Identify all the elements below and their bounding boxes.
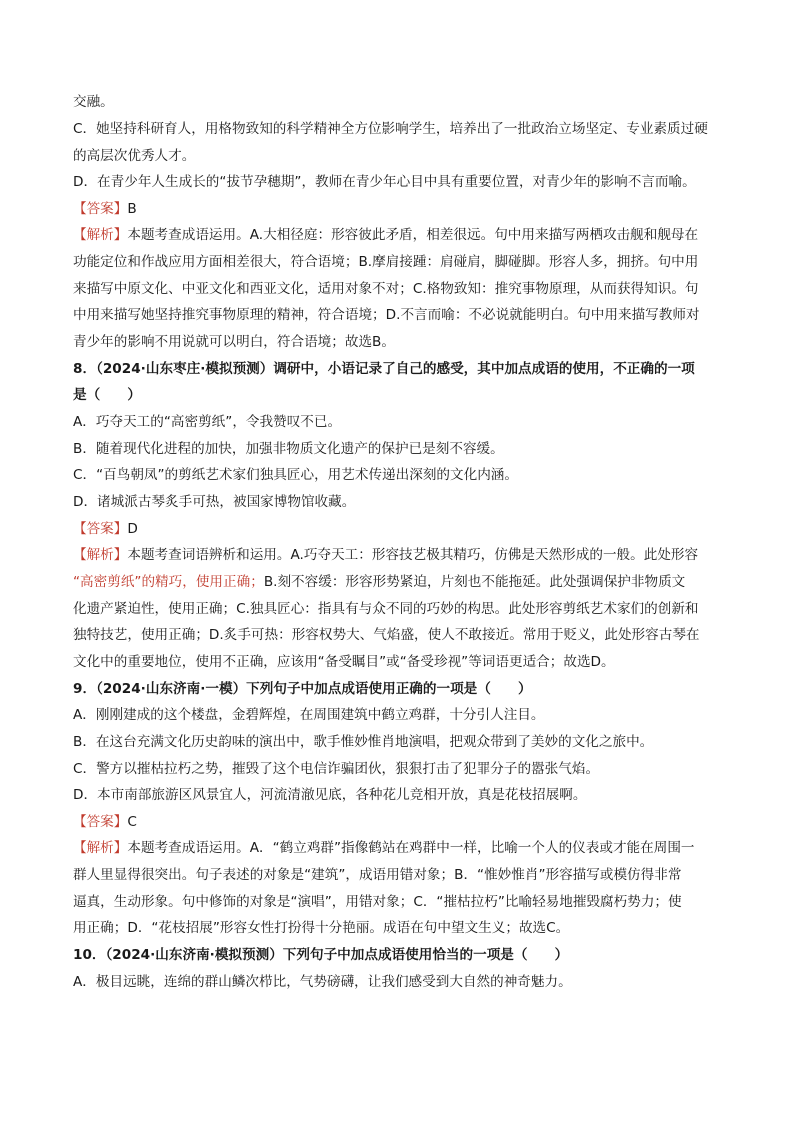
text-segment: D．在青少年人生成长的“拔节孕穗期”，教师在青少年心目中具有重要位置，对青少年的影响不言而喻。 bbox=[73, 174, 696, 190]
text-line bbox=[73, 439, 733, 459]
text-segment: 8．（2024·山东枣庄·模拟预测）调研中，小语记录了自己的感受，其中加点成语的使用，不正确的一项 bbox=[73, 361, 695, 377]
text-line bbox=[73, 785, 733, 805]
text-segment: 9．（2024·山东济南·一模）下列句子中加点成语使用正确的一项是（ ） bbox=[73, 681, 532, 697]
text-line bbox=[73, 119, 733, 139]
text-segment: A．刚刚建成的这个楼盘，金碧辉煌，在周围建筑中鹤立鸡群，十分引人注目。 bbox=[73, 707, 545, 723]
text-segment: 独特技艺，使用正确；D.炙手可热：形容权势大、气焰盛，使人不敢接近。常用于贬义，此处形容古琴在 bbox=[73, 627, 700, 643]
text-line bbox=[73, 705, 733, 725]
text-line bbox=[73, 572, 733, 592]
text-line bbox=[73, 412, 733, 432]
text-segment: B．在这台充满文化历史韵味的演出中，歌手惟妙惟肖地演唱，把观众带到了美妙的文化之旅中。 bbox=[73, 734, 654, 750]
text-line bbox=[73, 92, 733, 112]
text-segment: 逼真，生动形象。句中修饰的对象是“演唱”，用错对象；C．“摧枯拉朽”比喻轻易地摧毁腐朽势力；使 bbox=[73, 894, 682, 910]
text-segment: 青少年的影响不用说就可以明白，符合语境；故选B。 bbox=[73, 334, 395, 350]
text-segment: B.刻不容缓：形容形势紧迫，片刻也不能拖延。此处强调保护非物质文 bbox=[263, 574, 686, 590]
text-segment: C．她坚持科研育人，用格物致知的科学精神全方位影响学生，培养出了一批政治立场坚定、专业素质过硬 bbox=[73, 121, 708, 137]
text-segment: 本题考查词语辨析和运用。A.巧夺天工：形容技艺极其精巧，仿佛是天然形成的一般。此处形容 bbox=[127, 547, 699, 563]
text-line bbox=[73, 545, 733, 565]
highlighted-text: 【答案】 bbox=[73, 201, 128, 217]
text-segment: 的高层次优秀人才。 bbox=[73, 148, 196, 164]
text-segment: 功能定位和作战应用方面相差很大，符合语境；B.摩肩接踵：肩碰肩，脚碰脚。形容人多，拥挤。句中用 bbox=[73, 254, 699, 270]
text-line bbox=[73, 625, 733, 645]
text-line bbox=[73, 492, 733, 512]
text-segment: 化遗产紧迫性，使用正确；C.独具匠心：指具有与众不同的巧妙的构思。此处形容剪纸艺术家们的创新和 bbox=[73, 601, 699, 617]
text-segment: C．“百鸟朝凤”的剪纸艺术家们独具匠心，用艺术传递出深刻的文化内涵。 bbox=[73, 467, 518, 483]
highlighted-text: 【答案】 bbox=[73, 521, 128, 537]
highlighted-text: 【解析】 bbox=[73, 547, 128, 563]
text-segment: 群人里显得很突出。句子表述的对象是“建筑”，成语用错对象；B．“惟妙惟肖”形容描写或模仿得非常 bbox=[73, 867, 682, 883]
text-line bbox=[73, 865, 733, 885]
text-line bbox=[73, 146, 733, 166]
text-line bbox=[73, 812, 733, 832]
text-segment: 本题考查成语运用。A.大相径庭：形容彼此矛盾，相差很远。句中用来描写两栖攻击舰和舰母在 bbox=[127, 227, 699, 243]
text-segment: D．本市南部旅游区风景宜人，河流清澈见底，各种花儿竞相开放，真是花枝招展啊。 bbox=[73, 787, 587, 803]
text-segment: D．诸城派古琴炙手可热，被国家博物馆收藏。 bbox=[73, 494, 356, 510]
text-segment: B．随着现代化进程的加快，加强非物质文化遗产的保护已是刻不容缓。 bbox=[73, 441, 504, 457]
text-line bbox=[73, 199, 733, 219]
text-segment: 本题考查成语运用。A．“鹤立鸡群”指像鹤站在鸡群中一样，比喻一个人的仪表或才能在周围一 bbox=[127, 840, 695, 856]
text-line bbox=[73, 305, 733, 325]
text-line bbox=[73, 972, 733, 992]
highlighted-text: 【解析】 bbox=[73, 840, 128, 856]
question-heading bbox=[73, 359, 733, 379]
text-segment: 是（ ） bbox=[73, 387, 141, 403]
text-line bbox=[73, 838, 733, 858]
text-segment: 中用来描写她坚持推究事物原理的精神，符合语境；D.不言而喻：不必说就能明白。句中用来描写教师对 bbox=[73, 307, 700, 323]
question-heading bbox=[73, 385, 733, 405]
text-line bbox=[73, 652, 733, 672]
text-segment: C．警方以摧枯拉朽之势，摧毁了这个电信诈骗团伙，狠狠打击了犯罪分子的嚣张气焰。 bbox=[73, 761, 600, 777]
text-line bbox=[73, 892, 733, 912]
text-line bbox=[73, 279, 733, 299]
highlighted-text: “高密剪纸”的精巧，使用正确； bbox=[73, 574, 264, 590]
text-line bbox=[73, 332, 733, 352]
text-segment: 来描写中原文化、中亚文化和西亚文化，适用对象不对；C.格物致知：推究事物原理，从而获得知识。句 bbox=[73, 281, 699, 297]
text-line bbox=[73, 918, 733, 938]
highlighted-text: 【解析】 bbox=[73, 227, 128, 243]
text-segment: D bbox=[127, 521, 138, 537]
text-segment: A．巧夺天工的“高密剪纸”，令我赞叹不已。 bbox=[73, 414, 342, 430]
text-segment: 10．（2024·山东济南·模拟预测）下列句子中加点成语使用恰当的一项是（ ） bbox=[73, 947, 569, 963]
text-segment: 用正确；D．“花枝招展”形容女性打扮得十分艳丽。成语在句中望文生义；故选C。 bbox=[73, 920, 570, 936]
text-line bbox=[73, 519, 733, 539]
text-line bbox=[73, 172, 733, 192]
text-segment: B bbox=[127, 201, 137, 217]
text-line bbox=[73, 225, 733, 245]
text-segment: 文化中的重要地位，使用不正确，应该用“备受瞩目”或“备受珍视”等词语更适合；故选D。 bbox=[73, 654, 615, 670]
question-heading bbox=[73, 679, 733, 699]
question-heading bbox=[73, 945, 733, 965]
text-segment: C bbox=[127, 814, 137, 830]
text-line bbox=[73, 599, 733, 619]
text-line bbox=[73, 732, 733, 752]
text-line bbox=[73, 252, 733, 272]
text-line bbox=[73, 759, 733, 779]
highlighted-text: 【答案】 bbox=[73, 814, 128, 830]
text-segment: A．极目远眺，连绵的群山鳞次栉比，气势磅礴，让我们感受到大自然的神奇魅力。 bbox=[73, 974, 572, 990]
text-line bbox=[73, 465, 733, 485]
text-segment: 交融。 bbox=[73, 94, 114, 110]
